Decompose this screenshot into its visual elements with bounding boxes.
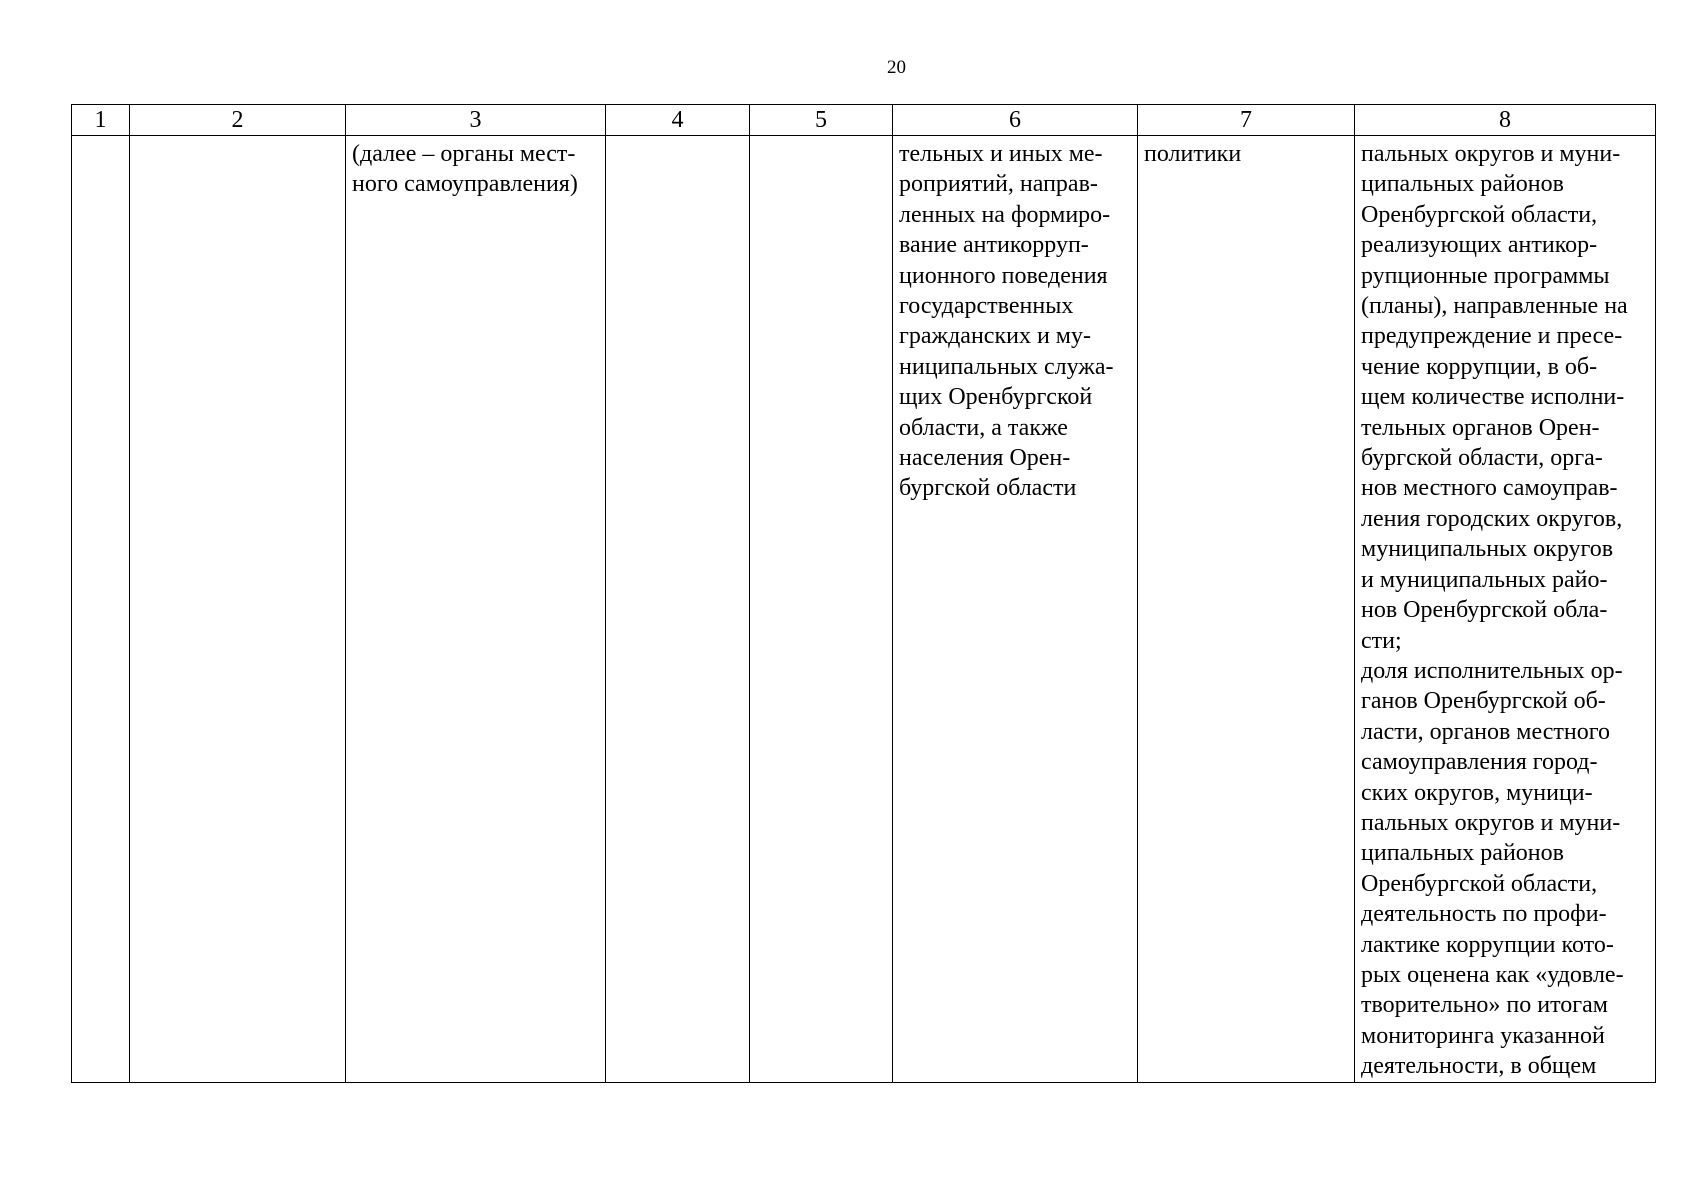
column-header-8: 8	[1355, 105, 1656, 136]
table-cell-col4	[606, 136, 750, 1083]
table-row	[72, 136, 1656, 1083]
table-cell-col8: пальных округов и муни- ципальных районов Оренбургской области, реализующих антикор- рупционные программы (планы), направленные на предупреждение и пресе- чение коррупции, в об- щем количестве исполни- тельных органов Орен- бургской области, орга- нов местного самоуправ- ления городских округов, муниципальных округов и муниципальных райо- нов Оренбургской обла- сти; доля исполнительных ор- ганов Оренбургской об- ласти, органов местного самоуправления город- ских округов, муници- пальных округов и муни- ципальных районов Оренбургской области, деятельность по профи- лактике коррупции кото- рых оценена как «удовле- творительно» по итогам мониторинга указанной деятельности, в общем	[1355, 136, 1656, 1083]
column-header-7: 7	[1138, 105, 1355, 136]
column-header-6: 6	[893, 105, 1138, 136]
column-header-3: 3	[346, 105, 606, 136]
header-row	[72, 105, 1656, 136]
page-number: 20	[887, 57, 906, 78]
document-table	[71, 104, 1656, 1083]
column-header-5: 5	[750, 105, 893, 136]
table-cell-col2	[130, 136, 346, 1083]
table-cell-col5	[750, 136, 893, 1083]
table-cell-col6: тельных и иных ме- роприятий, направ- ленных на формиро- вание антикорруп- ционного поведения государственных гражданских и му- ниципальных служа- щих Оренбургской области, а также населения Орен- бургской области	[893, 136, 1138, 1083]
table-cell-col3: (далее – органы мест- ного самоуправления)	[346, 136, 606, 1083]
table-cell-col1	[72, 136, 130, 1083]
table-cell-col7: политики	[1138, 136, 1355, 1083]
column-header-4: 4	[606, 105, 750, 136]
column-header-1: 1	[72, 105, 130, 136]
column-header-2: 2	[130, 105, 346, 136]
